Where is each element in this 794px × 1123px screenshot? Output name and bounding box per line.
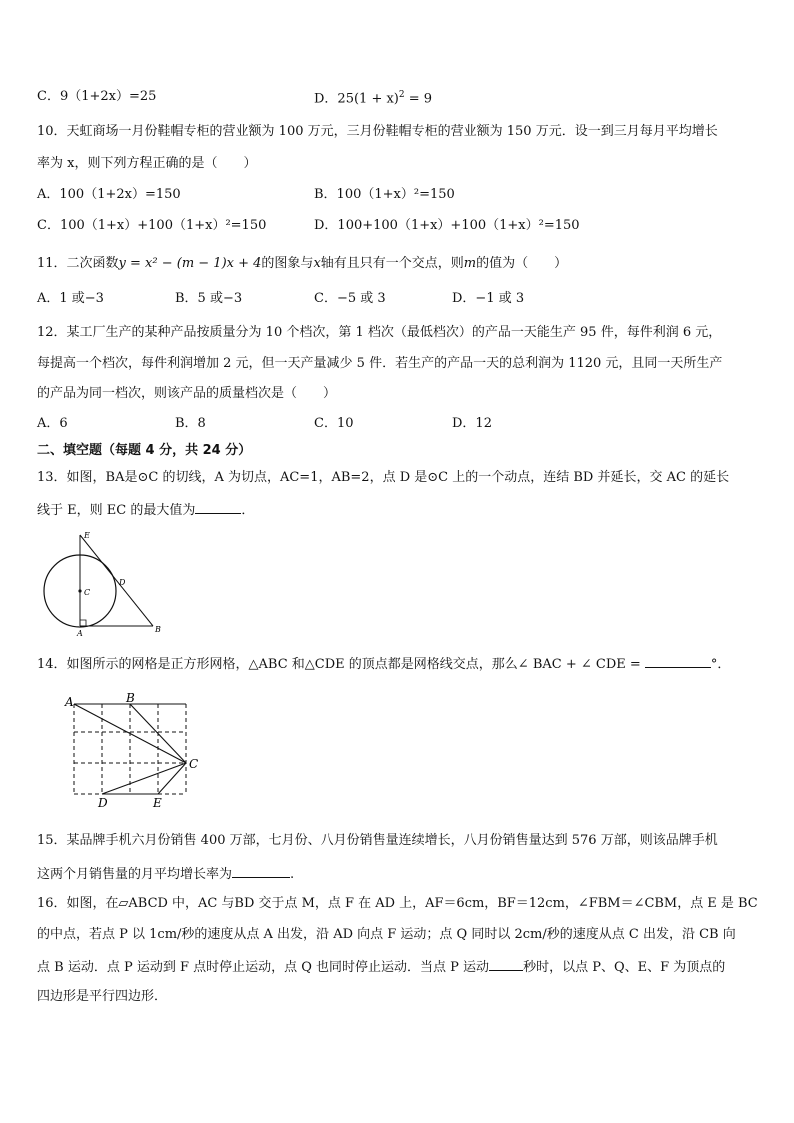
q9-option-d [314,87,432,107]
q16-stem-line4: 四边形是平行四边形． [37,989,168,1004]
q9-option-d-exponent: 2 [398,90,405,100]
q11-stem-suffix: 的值为（ ） [476,256,568,271]
q16-answer-blank [489,958,523,971]
q13-stem-line2-text: 线于 E，则 EC 的最大值为 [37,503,196,518]
q13-stem-line1: 13．如图，BA是⊙C 的切线，A 为切点，AC=1，AB=2，点 D 是⊙C 上的一个动点，连结 BD 并延长，交 AC 的延长 [37,470,730,485]
q13-figure [37,528,167,640]
q14-label-b: B [126,691,135,705]
q14-stem-suffix: °． [710,657,731,672]
q16-stem-line1: 16．如图，在▱ABCD 中，AC 与BD 交于点 M，点 F 在 AD 上，AF＝6cm，BF＝12cm，∠FBM＝∠CBM，点 E 是 BC [37,896,758,911]
q13-right-angle-mark [80,620,86,626]
q15-answer-blank [232,865,290,878]
q14-grid [74,704,186,794]
q11-option-a: A．1 或−3 [37,291,104,306]
q10-option-d: D．100+100（1+x）+100（1+x）²=150 [314,218,580,233]
q16-stem-line3-prefix: 点 B 运动．点 P 运动到 F 点时停止运动，点 Q 也同时停止运动．当点 P 运动 [37,960,490,975]
q12-option-a: A．6 [37,416,68,431]
q11-x-var: x [313,256,321,271]
q14-label-a: A [65,695,74,709]
q15-stem-line2 [37,865,294,883]
q13-label-d: D [119,578,126,587]
q10-option-b: B．100（1+x）²=150 [314,187,455,202]
q10-stem-line1: 10．天虹商场一月份鞋帽专柜的营业额为 100 万元，三月份鞋帽专柜的营业额为 150 万元．设一到三月每月平均增长 [37,124,718,139]
q11-stem-mid: 的图象与 [261,256,314,271]
q14-label-c: C [189,757,199,771]
q9-option-c: C．9（1+2x）=25 [37,89,157,104]
q14-segment-dc [102,763,186,794]
q13-label-c: C [84,588,91,597]
q15-stem-end: . [290,867,295,882]
q13-stem-line2 [37,501,254,519]
q11-m-var: m [463,256,477,271]
q14-stem-text: 14．如图所示的网格是正方形网格，△ABC 和△CDE 的顶点都是网格线交点，那么∠ BAC + ∠ CDE = [37,657,641,672]
q13-label-a: A [77,629,83,638]
q11-option-d: D．−1 或 3 [452,291,525,306]
q11-stem [37,256,567,272]
q12-stem-line2: 每提高一个档次，每件利润增加 2 元，但一天产量减少 5 件．若生产的产品一天的总利润为 1120 元，且同一天所生产 [37,356,723,371]
q11-stem-mid2: 轴有且只有一个交点，则 [320,256,464,271]
q16-stem-line3-suffix: 秒时，以点 P、Q、E、F 为顶点的 [523,960,726,975]
q13-label-e: E [84,531,90,540]
q13-center-point [78,589,81,592]
section-title-fill-blank: 二、填空题（每题 4 分，共 24 分） [37,443,252,458]
q11-formula: y = x² − (m − 1)x + 4 [118,256,262,271]
q10-stem-line2: 率为 x，则下列方程正确的是（ ） [37,156,257,171]
q9-option-d-prefix: D．25(1 + x) [314,91,399,107]
q9-option-d-suffix: = 9 [404,91,433,107]
q12-option-d: D．12 [452,416,492,431]
q16-stem-line3 [37,958,725,976]
q11-option-b: B．5 或−3 [175,291,243,306]
q13-answer-blank [195,501,241,514]
q12-option-b: B．8 [175,416,206,431]
q13-line-eb [80,535,153,626]
q12-stem-line3: 的产品为同一档次，则该产品的质量档次是（ ） [37,386,337,401]
q15-stem-line2-text: 这两个月销售量的月平均增长率为 [37,867,233,882]
q12-stem-line1: 12．某工厂生产的某种产品按质量分为 10 个档次，第 1 档次（最低档次）的产品一天能生产 95 件，每件利润 6 元， [37,325,722,340]
q14-stem [37,655,730,673]
q15-stem-line1: 15．某品牌手机六月份销售 400 万部，七月份、八月份销售量连续增长，八月份销售量达到 576 万部，则该品牌手机 [37,833,718,848]
q11-option-c: C．−5 或 3 [314,291,386,306]
q14-figure [60,690,210,812]
q10-option-c: C．100（1+x）+100（1+x）²=150 [37,218,267,233]
q14-label-d: D [98,796,108,810]
q12-option-c: C．10 [314,416,354,431]
q13-label-b: B [155,625,161,634]
q11-stem-prefix: 11．二次函数 [37,256,119,271]
q13-stem-end: ． [241,503,255,518]
q14-answer-blank [645,655,711,668]
q14-label-e: E [153,796,162,810]
q10-option-a: A．100（1+2x）=150 [37,187,181,202]
q16-stem-line2: 的中点，若点 P 以 1cm/秒的速度从点 A 出发，沿 AD 向点 F 运动；点 Q 同时以 2cm/秒的速度从点 C 出发，沿 CB 向 [37,927,736,942]
